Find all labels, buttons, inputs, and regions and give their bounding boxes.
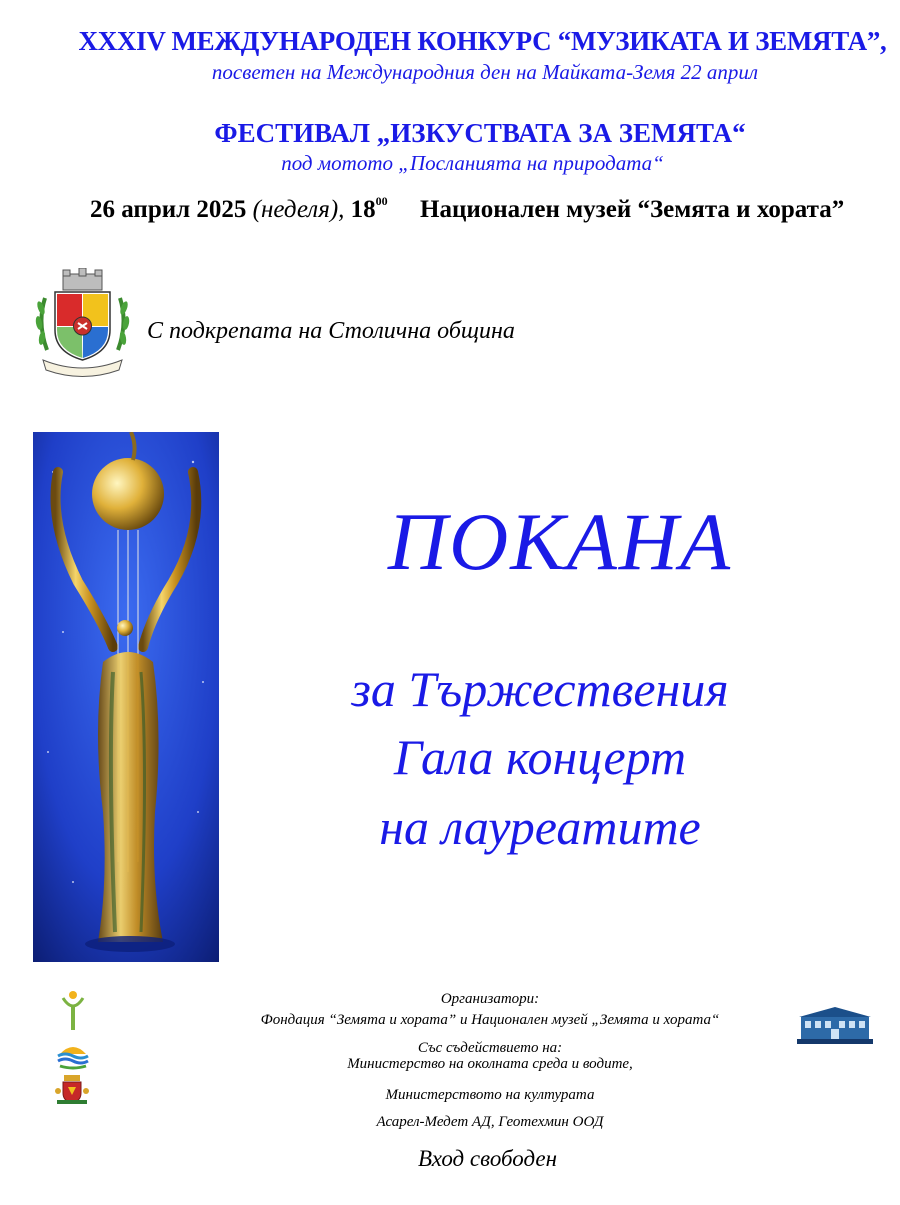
crest-icon <box>35 268 130 378</box>
organizers-label: Организатори: <box>440 991 540 1007</box>
free-entry-text: Вход свободен <box>417 1146 558 1171</box>
invitation-line-2: Гала концерт <box>393 729 687 785</box>
assistance-companies: Асарел-Медет АД, Геотехмин ООД <box>376 1114 604 1130</box>
assistance-label: Със съдействието на: <box>417 1040 563 1056</box>
invitation-line-3: на лауреатите <box>379 799 701 855</box>
support-text: С подкрепата на Столична община <box>147 318 515 344</box>
organizers-names: Фондация “Земята и хората” и Национален музей „Земята и хората“ <box>260 1012 720 1028</box>
event-minutes: 00 <box>375 194 388 208</box>
event-date <box>90 196 388 224</box>
contest-title: XXXIV МЕЖДУНАРОДЕН КОНКУРС “МУЗИКАТА И ЗЕМЯТА”, <box>78 26 887 56</box>
invitation-line-1: за Тържествения <box>351 661 729 717</box>
invitation-title: ПОКАНА <box>387 496 733 587</box>
assistance-ministry-environment: Министерство на околната среда и водите, <box>347 1056 633 1072</box>
festival-title: ФЕСТИВАЛ „ИЗКУСТВАТА ЗА ЗЕМЯТА“ <box>214 118 746 148</box>
assistance-ministry-culture: Министерството на културата <box>385 1087 595 1103</box>
event-date-day: 26 април 2025 <box>90 196 247 223</box>
event-weekday: (неделя), <box>252 196 345 223</box>
event-venue: Национален музей “Земята и хората” <box>420 196 845 223</box>
festival-subtitle: под мотото „Посланията на природата“ <box>281 151 664 175</box>
contest-subtitle: посветен на Международния ден на Майката-Земя 22 април <box>211 60 759 84</box>
lyre-statue-image <box>33 432 219 962</box>
event-hour: 18 <box>350 196 376 223</box>
